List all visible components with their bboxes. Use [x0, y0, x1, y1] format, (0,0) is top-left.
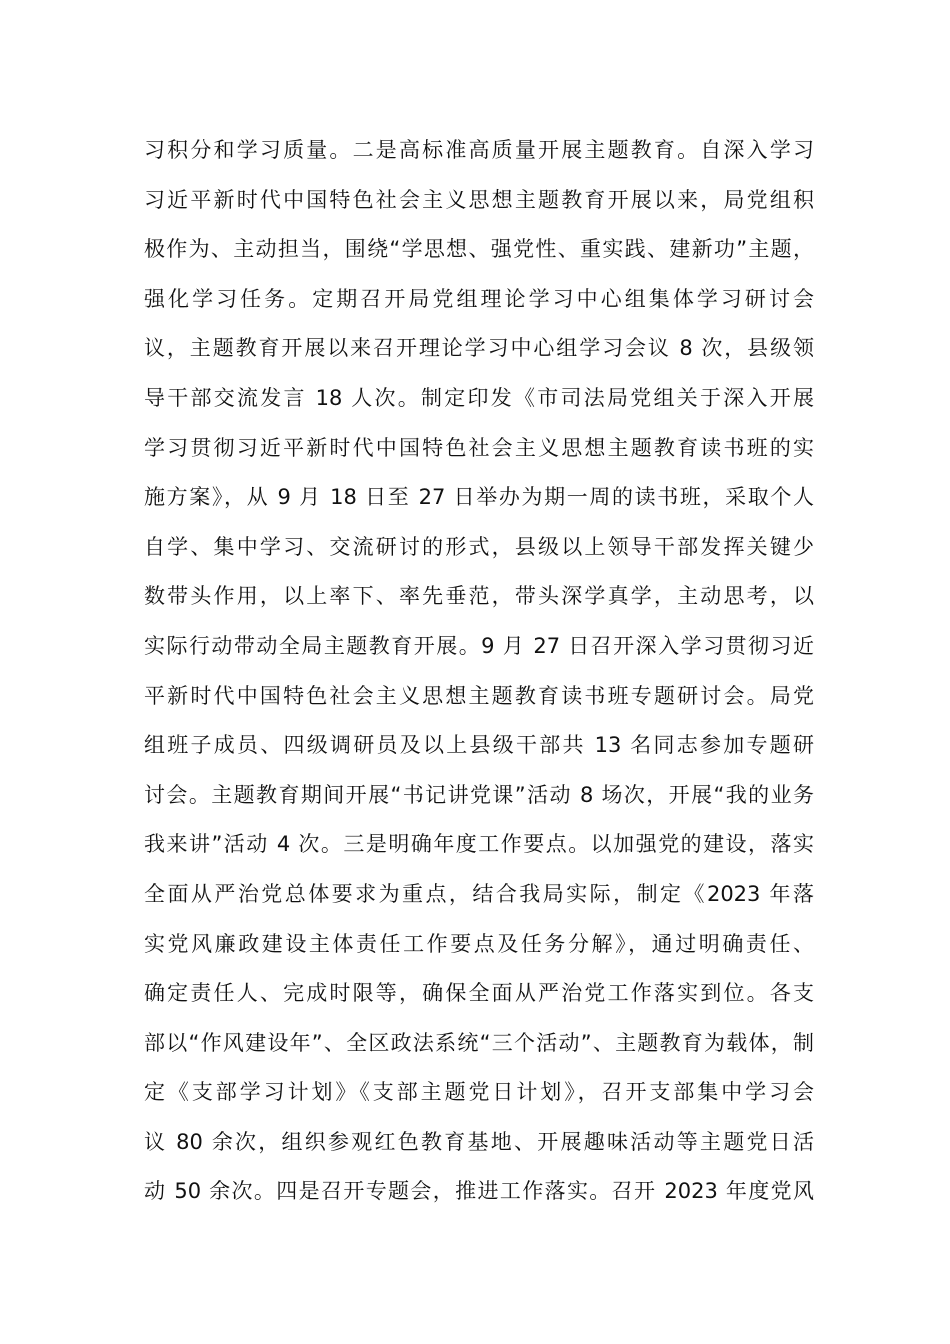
text-line: 议，主题教育开展以来召开理论学习中心组学习会议 8 次，县级领 [144, 336, 814, 361]
text-line: 讨会。主题教育期间开展“书记讲党课”活动 8 场次，开展“我的业务 [144, 782, 814, 807]
text-line: 习积分和学习质量。二是高标准高质量开展主题教育。自深入学习 [144, 138, 814, 162]
body-paragraph [144, 126, 814, 1217]
text-line: 实际行动带动全局主题教育开展。9 月 27 日召开深入学习贯彻习近 [144, 633, 814, 658]
text-line: 强化学习任务。定期召开局党组理论学习中心组集体学习研讨会 [144, 286, 814, 311]
text-line: 确定责任人、完成时限等，确保全面从严治党工作落实到位。各支 [144, 981, 814, 1006]
text-line: 动 50 余次。四是召开专题会，推进工作落实。召开 2023 年度党风 [144, 1179, 814, 1204]
text-line: 极作为、主动担当，围绕“学思想、强党性、重实践、建新功”主题， [144, 237, 814, 262]
text-line: 组班子成员、四级调研员及以上县级干部共 13 名同志参加专题研 [144, 733, 814, 758]
text-line: 施方案》，从 9 月 18 日至 27 日举办为期一周的读书班，采取个人 [144, 485, 814, 510]
text-line: 我来讲”活动 4 次。三是明确年度工作要点。以加强党的建设，落实 [144, 832, 814, 857]
text-line: 平新时代中国特色社会主义思想主题教育读书班专题研讨会。局党 [144, 683, 814, 708]
text-line: 议 80 余次，组织参观红色教育基地、开展趣味活动等主题党日活 [144, 1129, 814, 1154]
text-line: 部以“作风建设年”、全区政法系统“三个活动”、主题教育为载体，制 [144, 1030, 814, 1055]
text-line: 导干部交流发言 18 人次。制定印发《市司法局党组关于深入开展 [144, 385, 814, 410]
text-line: 全面从严治党总体要求为重点，结合我局实际，制定《2023 年落 [144, 881, 814, 906]
text-line: 习近平新时代中国特色社会主义思想主题教育开展以来，局党组积 [144, 187, 814, 212]
text-line: 定《支部学习计划》《支部主题党日计划》，召开支部集中学习会 [144, 1080, 814, 1105]
text-line: 自学、集中学习、交流研讨的形式，县级以上领导干部发挥关键少 [144, 534, 814, 559]
text-line: 数带头作用，以上率下、率先垂范，带头深学真学，主动思考，以 [144, 584, 814, 609]
text-line: 学习贯彻习近平新时代中国特色社会主义思想主题教育读书班的实 [144, 435, 814, 460]
text-line: 实党风廉政建设主体责任工作要点及任务分解》，通过明确责任、 [144, 931, 814, 956]
